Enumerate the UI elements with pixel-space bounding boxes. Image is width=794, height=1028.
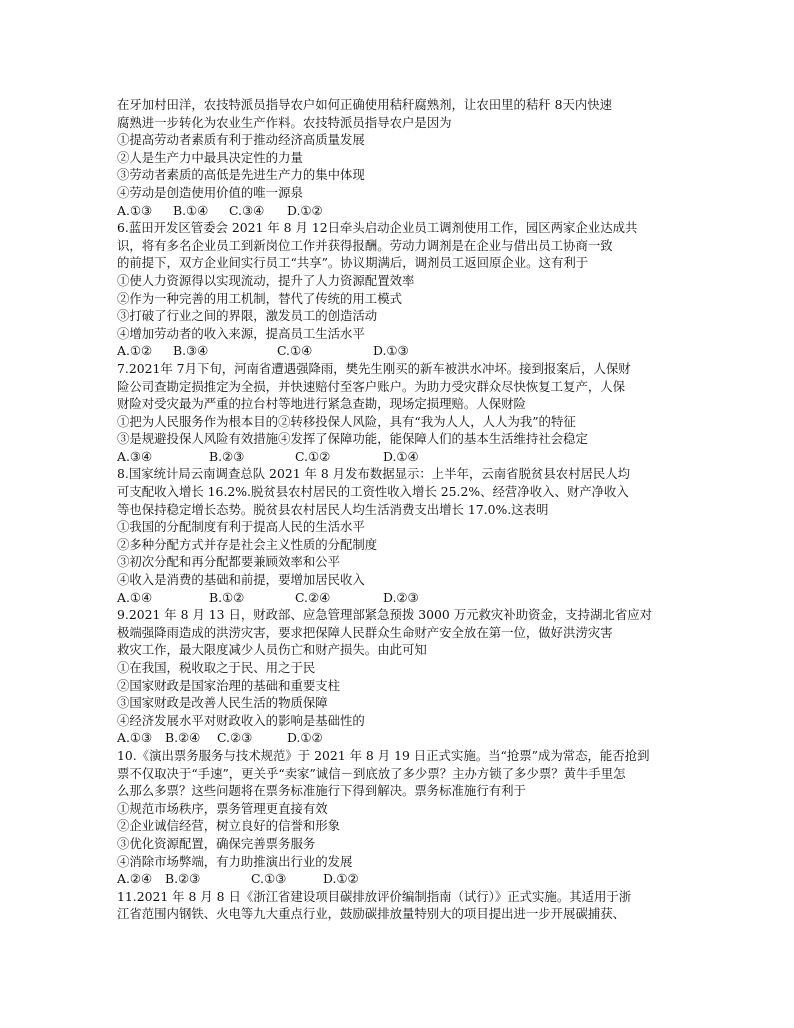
question-11 (117, 888, 687, 923)
question-6-item: ④增加劳动者的收入来源，提高员工生活水平 (117, 325, 365, 341)
question-10-stem-line: 票不仅取决于“手速”，更关乎“卖家”诚信－到底放了多少票？主办方锁了多少票？黄牛手里怎 (117, 765, 626, 781)
question-5-item: ①提高劳动者素质有利于推动经济高质量发展 (117, 132, 365, 148)
option-c: C.①③ (251, 871, 287, 887)
question-10-item: ④消除市场弊端，有力助推演出行业的发展 (117, 853, 353, 869)
question-10-item: ①规范市场秩序，票务管理更直接有效 (117, 800, 328, 816)
question-6-item: ①使人力资源得以实现流动，提升了人力资源配置效率 (117, 272, 415, 288)
question-9-stem-line: 极端强降雨造成的洪涝灾害，要求把保障人民群众生命财产安全放在第一位，做好洪涝灾害 (117, 624, 613, 640)
option-a: A.②④ (117, 871, 153, 887)
option-a: A.①④ (117, 589, 153, 605)
question-5-item: ④劳动是创造使用价值的唯一源泉 (117, 184, 303, 200)
option-a: A.③④ (117, 448, 153, 464)
option-a: A.①③ (117, 730, 153, 746)
option-d: D.②③ (383, 589, 419, 605)
exam-page (117, 96, 687, 923)
option-c: C.③④ (229, 202, 265, 218)
question-5-item: ②人是生产力中最具决定性的力量 (117, 149, 303, 165)
question-8-options (117, 589, 687, 607)
option-b: B.①② (209, 589, 245, 605)
option-b: B.②③ (209, 448, 245, 464)
question-7-options (117, 448, 687, 466)
question-9-item: ④经济发展水平对财政收入的影响是基础性的 (117, 712, 365, 728)
question-6-options (117, 342, 687, 360)
question-11-stem-line: 11.2021 年 8 月 8 日《浙江省建设项目碳排放评价编制指南（试行）》正式实施。其适用于浙 (117, 888, 632, 904)
option-b: B.①④ (173, 202, 209, 218)
question-8-stem-line: 8.国家统计局云南调查总队 2021 年 8 月发布数据显示：上半年，云南省脱贫县农村居民人均 (117, 466, 631, 482)
question-8 (117, 465, 687, 606)
question-5-stem-line: 腐熟进一步转化为农业生产作料。农技特派员指导农户是因为 (117, 114, 452, 130)
question-5-item: ③劳动者素质的高低是先进生产力的集中体现 (117, 167, 365, 183)
option-b: B.③④ (173, 343, 209, 359)
question-9-item: ③国家财政是改善人民生活的物质保障 (117, 695, 328, 711)
question-8-item: ④收入是消费的基础和前提，要增加居民收入 (117, 572, 365, 588)
option-c: C.②③ (217, 730, 253, 746)
question-7-item: ①把为人民服务作为根本目的②转移投保人风险，具有“我为人人，人人为我”的特征 (117, 413, 576, 429)
question-10-item: ②企业诚信经营，树立良好的信誉和形象 (117, 818, 341, 834)
option-c: C.①④ (277, 343, 313, 359)
option-d: D.①② (287, 730, 323, 746)
question-6-item: ③打破了行业之间的界限，激发员工的创造活动 (117, 308, 378, 324)
option-b: B.②③ (165, 871, 201, 887)
question-7-stem-line: 7.2021年 7月下旬，河南省遭遇强降雨，樊先生刚买的新车被洪水冲坏。接到报案后，人保财 (117, 360, 631, 376)
question-9-item: ②国家财政是国家治理的基础和重要支柱 (117, 677, 341, 693)
question-9-stem-line: 救灾工作，最大限度减少人员伤亡和财产损失。由此可知 (117, 642, 427, 658)
question-8-item: ①我国的分配制度有利于提高人民的生活水平 (117, 519, 365, 535)
question-5-options (117, 202, 687, 220)
question-10-item: ③优化资源配置，确保完善票务服务 (117, 835, 316, 851)
question-7 (117, 360, 687, 466)
question-6-stem-line: 识，将有多名企业员工到新岗位工作并获得报酬。劳动力调剂是在企业与借出员工协商一致 (117, 237, 613, 253)
option-b: B.②④ (165, 730, 201, 746)
option-a: A.①③ (117, 202, 153, 218)
question-6 (117, 219, 687, 360)
question-10-stem-line: 10.《演出票务服务与技术规范》于 2021 年 8 月 19 日正式实施。当“抢票”成为常态，能否抢到 (117, 747, 650, 763)
option-a: A.①② (117, 343, 153, 359)
question-5-stem-line: 在牙加村田洋，农技特派员指导农户如何正确使用秸秆腐熟剂，让农田里的秸秆 8天内快速 (117, 97, 613, 112)
question-8-item: ②多种分配方式并存是社会主义性质的分配制度 (117, 536, 378, 552)
option-c: C.②④ (295, 589, 331, 605)
question-11-stem-line: 江省范围内钢铁、火电等九大重点行业，鼓励碳排放量特别大的项目提出进一步开展碳捕获、 (117, 906, 626, 922)
question-9-options (117, 729, 687, 747)
question-7-item: ③是规避投保人风险有效措施④发挥了保障功能，能保障人们的基本生活维持社会稳定 (117, 431, 588, 447)
question-9 (117, 606, 687, 747)
option-d: D.①③ (373, 343, 409, 359)
question-8-stem-line: 等也保持稳定增长态势。脱贫县农村居民人均生活消费支出增长 17.0%.这表明 (117, 501, 549, 517)
question-6-stem-line: 6.蓝田开发区管委会 2021 年 8 月 12日牵头启动企业员工调剂使用工作，园区两家企业达成共 (117, 220, 638, 236)
question-8-stem-line: 可支配收入增长 16.2%.脱贫县农村居民的工资性收入增长 25.2%、经营净收入、财产净收入 (117, 484, 629, 500)
question-8-item: ③初次分配和再分配都要兼顾效率和公平 (117, 554, 341, 570)
question-7-stem-line: 险公司查勘定损推定为全损，并快速赔付至客户账户。为助力受灾群众尽快恢复工复产，人保 (117, 378, 626, 394)
question-6-item: ②作为一种完善的用工机制，替代了传统的用工模式 (117, 290, 402, 306)
option-d: D.①④ (383, 448, 419, 464)
question-10-stem-line: 么那么多票？这些问题将在票务标准施行下得到解决。票务标准施行有利于 (117, 783, 526, 799)
option-c: C.①② (295, 448, 331, 464)
option-d: D.①② (287, 202, 323, 218)
question-9-item: ①在我国，税收取之于民、用之于民 (117, 660, 316, 675)
question-10 (117, 747, 687, 888)
option-d: D.①② (323, 871, 359, 887)
question-6-stem-line: 的前提下，双方企业间实行员工“共享”。协议期满后，调剂员工返回原企业。这有利于 (117, 255, 589, 271)
question-7-stem-line: 财险对受灾最为严重的拉台村等地进行紧急查勘，现场定损理赔。人保财险 (117, 396, 526, 412)
question-9-stem-line: 9.2021 年 8 月 13 日，财政部、应急管理部紧急预拨 3000 万元救灾补助资金，支持湖北省应对 (117, 607, 652, 623)
question-10-options (117, 870, 687, 888)
question-5 (117, 96, 687, 219)
